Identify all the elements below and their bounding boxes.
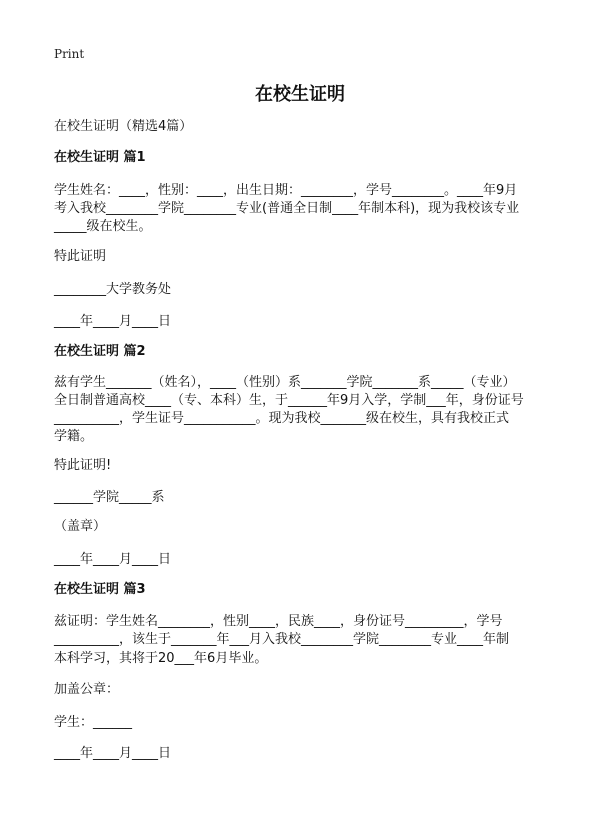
section-1-closing: 特此证明 xyxy=(54,249,107,264)
section-2-seal: （盖章） xyxy=(54,519,107,534)
page-title: 在校生证明 xyxy=(255,84,345,105)
section-heading-2: 在校生证明 篇2 xyxy=(54,344,146,359)
section-3-seal: 加盖公章： xyxy=(54,682,120,697)
section-1-signature: ________大学教务处 xyxy=(54,282,172,297)
section-2-closing: 特此证明! xyxy=(54,458,112,473)
section-2-line-2: 全日制普通高校____（专、本科）生，于______年9月入学，学制___年，身份证号 xyxy=(54,393,524,408)
section-1-line-1: 学生姓名：____，性别：____，出生日期：________，学号________。____年9月 xyxy=(54,183,518,198)
section-3-line-3: 本科学习，其将于20___年6月毕业。 xyxy=(54,651,268,666)
section-2-date: ____年____月____日 xyxy=(54,552,172,567)
section-2-line-3: __________，学生证号___________。现为我校_______级在校生，具有我校正式 xyxy=(54,411,510,426)
document-subtitle: 在校生证明（精选4篇） xyxy=(54,119,193,134)
section-heading-1: 在校生证明 篇1 xyxy=(54,150,146,165)
section-3-line-2: __________，该生于_______年___月入我校________学院________专业____年制 xyxy=(54,632,510,647)
section-3-student: 学生：______ xyxy=(54,715,133,730)
section-2-line-1: 兹有学生_______（姓名），____（性别）系_______学院_______系_____（专业） xyxy=(54,375,516,390)
section-1-date: ____年____月____日 xyxy=(54,314,172,329)
section-2-line-4: 学籍。 xyxy=(54,429,94,444)
section-1-line-3: _____级在校生。 xyxy=(54,219,152,234)
print-label[interactable]: Print xyxy=(54,47,85,61)
section-3-date: ____年____月____日 xyxy=(54,746,172,761)
section-2-signature: ______学院_____系 xyxy=(54,490,165,505)
section-3-line-1: 兹证明：学生姓名________，性别____，民族____，身份证号_________，学号 xyxy=(54,614,503,629)
section-1-line-2: 考入我校________学院________专业(普通全日制____年制本科)，现为我校该专业 xyxy=(54,201,520,216)
section-heading-3: 在校生证明 篇3 xyxy=(54,582,146,597)
